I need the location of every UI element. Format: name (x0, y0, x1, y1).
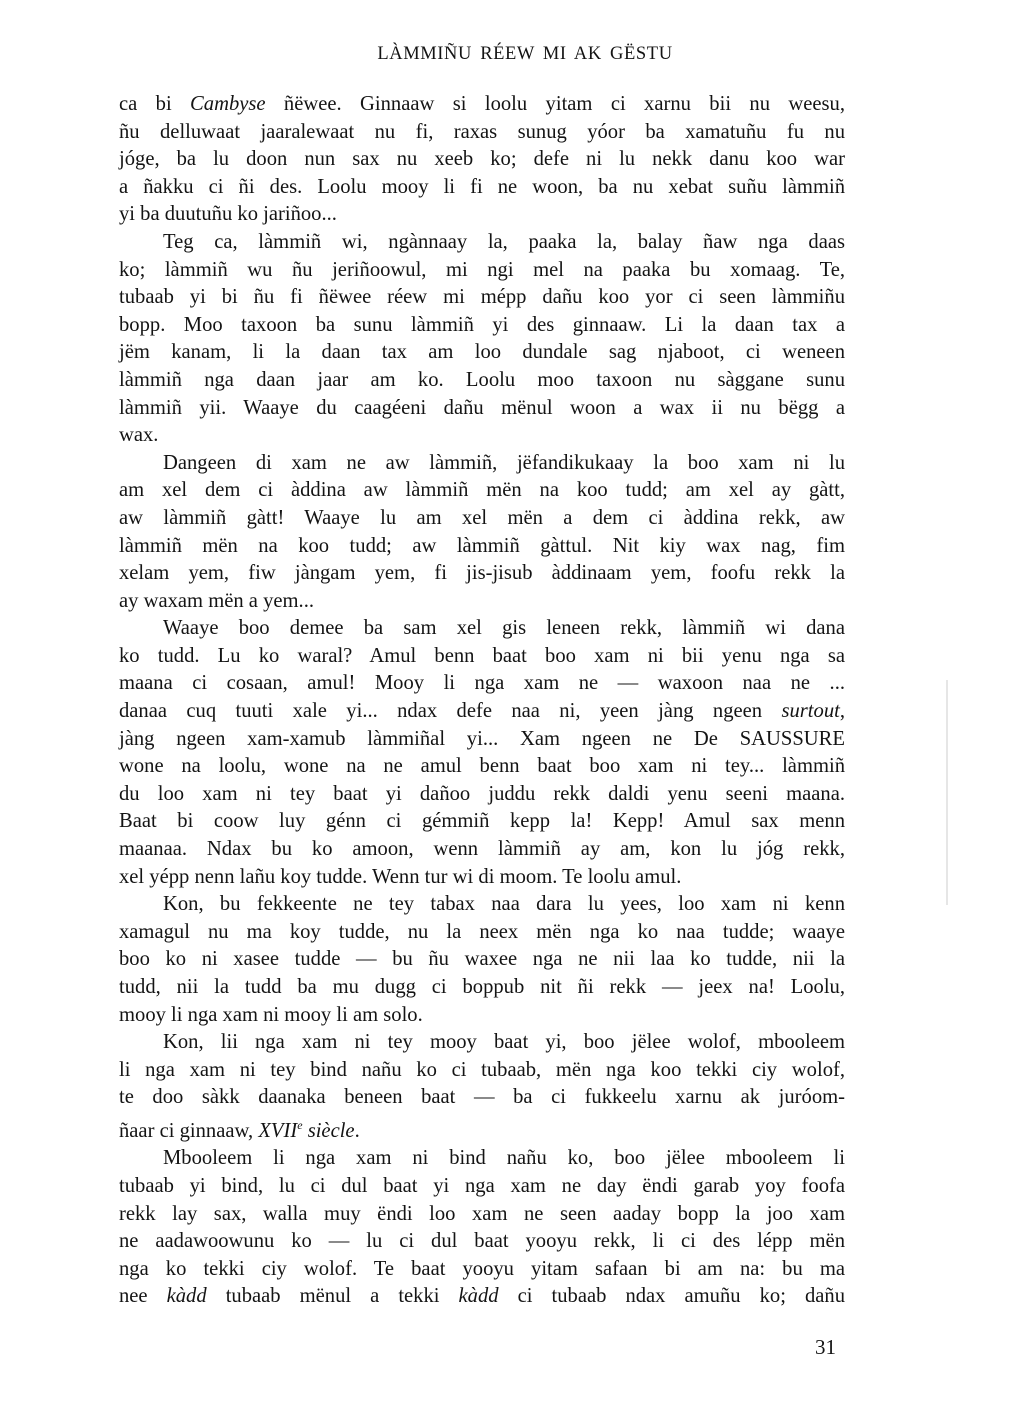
text-line: ca bi Cambyse ñëwee. Ginnaaw si loolu yitam ci xarnu bii nu weesu, (119, 93, 845, 115)
text-line: Mbooleem li nga xam ni bind nañu ko, boo jëlee mbooleem li (163, 1147, 845, 1170)
italic-term: kàdd (166, 1285, 207, 1308)
text-line: a ñakku ci ñi des. Loolu mooy li fi ne woon, ba nu xebat suñu làmmiñ (119, 175, 845, 198)
text-line: Waaye boo demee ba sam xel gis leneen rekk, làmmiñ wi dana (163, 617, 845, 640)
running-head: LÀMMIÑU RÉEW MI AK GËSTU (377, 44, 673, 64)
text-line: am xel dem ci àddina aw làmmiñ mën na koo tudd; am xel ay gàtt, (119, 479, 845, 502)
text-line: tubaab yi bind, lu ci dul baat yi nga xam ne day ëndi garab yoy foofa (119, 1175, 845, 1198)
text-line: Kon, lii nga xam ni tey mooy baat yi, boo jëlee wolof, mbooleem (163, 1031, 845, 1054)
text-line: nee kàdd tubaab mënul a tekki kàdd ci tubaab ndax amuñu ko; dañu (119, 1285, 845, 1308)
text-line: làmmiñ nga daan jaar am ko. Loolu moo taxoon nu sàggane sunu (119, 368, 845, 391)
text-line: Teg ca, làmmiñ wi, ngànnaay la, paaka la, balay ñaw nga daas (163, 230, 845, 253)
italic-term: kàdd (458, 1285, 499, 1308)
italic-term: XVII (258, 1119, 298, 1142)
text-line: wax. (119, 424, 159, 447)
text-line: rekk lay sax, walla muy ëndi loo xam ne seen aaday bopp la joo xam (119, 1202, 845, 1225)
text-line: ko; làmmiñ wu ñu jeriñoowul, mi ngi mel na paaka bu xomaag. Te, (119, 258, 845, 281)
text-line: jàng ngeen xam-xamub làmmiñal yi... Xam ngeen ne De SAUSSURE (119, 727, 845, 750)
text-line: Kon, bu fekkeente ne tey tabax naa dara lu yees, loo xam ni kenn (163, 893, 845, 916)
text-line: ñu delluwaat jaaralewaat nu fi, raxas sunug yóor ba xamatuñu fu nu (119, 120, 845, 143)
text-line: maanaa. Ndax bu ko amoon, wenn làmmiñ ay am, kon lu jóg rekk, (119, 838, 845, 861)
text-line: ay waxam mën a yem... (119, 589, 314, 612)
text-line: boo ko ni xasee tudde — bu ñu waxee nga ne nii laa ko tudde, nii la (119, 948, 845, 971)
paragraph (119, 450, 845, 616)
text-line: ko tudd. Lu ko waral? Amul benn baat boo xam ni bii yenu nga sa (119, 644, 845, 667)
paragraph (119, 229, 845, 450)
paragraph (119, 615, 845, 891)
text-line: bopp. Moo taxoon ba sunu làmmiñ yi des ginnaaw. Li la daan tax a (119, 313, 845, 336)
body-text (119, 91, 845, 1311)
page-number: 31 (815, 1335, 836, 1359)
italic-term: Cambyse (190, 93, 266, 115)
text-line: du loo xam ni tey baat yi dañoo juddu rekk daldi yenu seeni maana. (119, 782, 845, 805)
text-line: Baat bi coow luy génn ci gémmiñ kepp la! Kepp! Amul sax menn (119, 810, 845, 833)
text-line: jóge, ba lu doon nun sax nu xeeb ko; defe ni lu nekk danu koo war (119, 148, 845, 171)
text-line: li nga xam ni tey bind nañu ko ci tubaab, mën nga koo tekki ciy wolof, (119, 1058, 845, 1081)
text-line: yi ba duutuñu ko jariñoo... (119, 203, 337, 226)
text-line: tubaab yi bi ñu fi ñëwee réew mi mépp dañu koo yor ci seen làmmiñu (119, 286, 845, 309)
text-line: te doo sàkk daanaka beneen baat — ba ci fukkeelu xarnu ak juróom- (119, 1086, 845, 1109)
italic-term: surtout (781, 700, 840, 723)
text-line: xel yépp nenn lañu koy tudde. Wenn tur wi di moom. Te loolu amul. (119, 865, 682, 888)
paragraph (119, 1145, 845, 1311)
text-line: xelam yem, fiw jàngam yem, fi jis-jisub àddinaam yem, foofu rekk la (119, 562, 845, 585)
margin-mark (946, 680, 948, 905)
text-line: tudd, nii la tudd ba mu dugg ci boppub nit ñi rekk — jeex na! Loolu, (119, 976, 845, 998)
text-line: Dangeen di xam ne aw làmmiñ, jëfandikukaay la boo xam ni lu (163, 451, 845, 474)
text-line: jëm kanam, li la daan tax am loo dundale sag njaboot, ci weneen (119, 341, 845, 364)
paragraph (119, 891, 845, 1029)
superscript: e (297, 1117, 303, 1132)
text-line: làmmiñ mën na koo tudd; aw làmmiñ gàttul. Nit kiy wax nag, fim (119, 534, 845, 557)
text-line: ne aadawoowunu ko — lu ci dul baat yooyu rekk, li ci des lépp mën (119, 1230, 845, 1253)
paragraph (119, 91, 845, 229)
text-line: làmmiñ yii. Waaye du caagéeni dañu mënul woon a wax ii nu bëgg a (119, 396, 845, 419)
text-line: ñaar ci ginnaaw, XVIIe siècle. (119, 1117, 360, 1142)
text-line: wone na loolu, wone na ne amul benn baat boo xam ni tey... làmmiñ (119, 755, 845, 778)
paragraph (119, 1029, 845, 1145)
text-line: nga ko tekki ciy wolof. Te baat yooyu yitam safaan bi am na: bu ma (119, 1257, 845, 1280)
text-line: mooy li nga xam ni mooy li am solo. (119, 1003, 423, 1026)
text-line: xamagul nu ma koy tudde, nu la neex mën nga ko naa tudde; waaye (119, 920, 845, 943)
text-line: aw làmmiñ gàtt! Waaye lu am xel mën a dem ci àddina rekk, aw (119, 506, 845, 529)
italic-term: siècle (307, 1119, 355, 1142)
text-line: danaa cuq tuuti xale yi... ndax defe naa ni, yeen jàng ngeen surtout, (119, 700, 845, 723)
text-line: maana ci cosaan, amul! Mooy li nga xam ne — waxoon naa ne ... (119, 672, 845, 695)
